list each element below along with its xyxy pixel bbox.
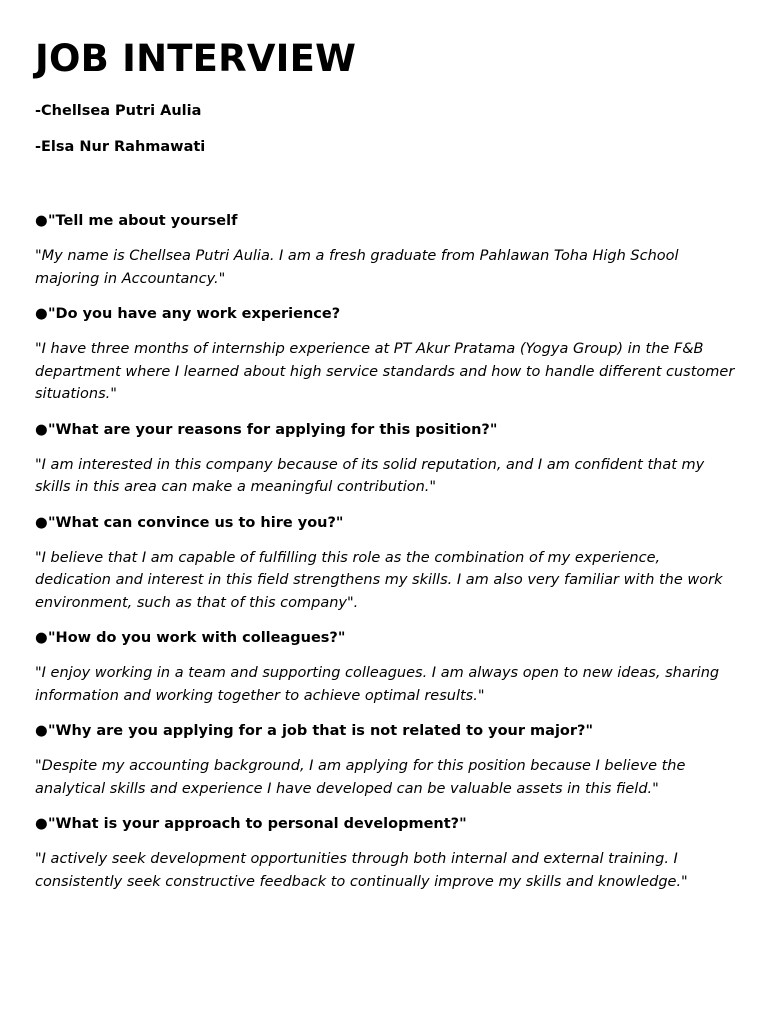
bullet-icon: ● <box>35 816 48 832</box>
question-text: "Why are you applying for a job that is not related to your major?" <box>48 723 594 739</box>
interview-question <box>35 211 735 231</box>
interview-question <box>35 721 735 741</box>
bullet-icon: ● <box>35 630 48 646</box>
bullet-icon: ● <box>35 514 48 531</box>
qa-item <box>35 211 735 290</box>
bullet-icon: ● <box>35 213 48 229</box>
qa-item <box>35 814 735 893</box>
qa-item <box>35 628 735 707</box>
interview-answer: "I actively seek development opportunities through both internal and external training. I consistently seek constructive feedback to continually improve my skills and knowledge." <box>35 851 688 890</box>
qa-item <box>35 513 735 615</box>
interview-qa-list <box>35 211 735 907</box>
qa-item <box>35 721 735 800</box>
question-text: "Tell me about yourself <box>48 213 238 229</box>
qa-item <box>35 304 735 406</box>
interview-answer: "Despite my accounting background, I am applying for this position because I believe the analytical skills and experience I have developed can be valuable assets in this field." <box>35 758 686 797</box>
question-text: "Do you have any work experience? <box>48 306 341 322</box>
interview-question <box>35 304 735 324</box>
question-text: "What are your reasons for applying for this position?" <box>48 421 498 438</box>
interview-answer: "I enjoy working in a team and supporting colleagues. I am always open to new ideas, sharing information and working together to achieve optimal results." <box>35 665 720 704</box>
question-text: "What can convince us to hire you?" <box>48 514 344 531</box>
interview-question <box>35 420 735 440</box>
interview-answer: "I am interested in this company because of its solid reputation, and I am confident that my skills in this area can make a meaningful contribution." <box>35 456 705 495</box>
bullet-icon: ● <box>35 723 48 739</box>
bullet-icon: ● <box>35 306 48 322</box>
author-name: -Elsa Nur Rahmawati <box>35 139 206 155</box>
question-text: "What is your approach to personal development?" <box>48 816 467 832</box>
interview-question <box>35 513 735 533</box>
interview-answer: "I have three months of internship experience at PT Akur Pratama (Yogya Group) in the F&B department where I learned about high service standards and how to handle different customer situations." <box>35 341 735 402</box>
interview-question <box>35 814 735 834</box>
bullet-icon: ● <box>35 421 48 438</box>
qa-item <box>35 420 735 499</box>
document-title: JOB INTERVIEW <box>35 37 357 80</box>
interview-question <box>35 628 735 648</box>
interview-answer: "My name is Chellsea Putri Aulia. I am a fresh graduate from Pahlawan Toha High School majoring in Accountancy." <box>35 248 679 287</box>
question-text: "How do you work with colleagues?" <box>48 630 346 646</box>
interview-answer: "I believe that I am capable of fulfilling this role as the combination of my experience, dedication and interest in this field strengthens my skills. I am also very familiar with the work environment, such as that of this company". <box>35 549 723 611</box>
author-name: -Chellsea Putri Aulia <box>35 103 202 119</box>
